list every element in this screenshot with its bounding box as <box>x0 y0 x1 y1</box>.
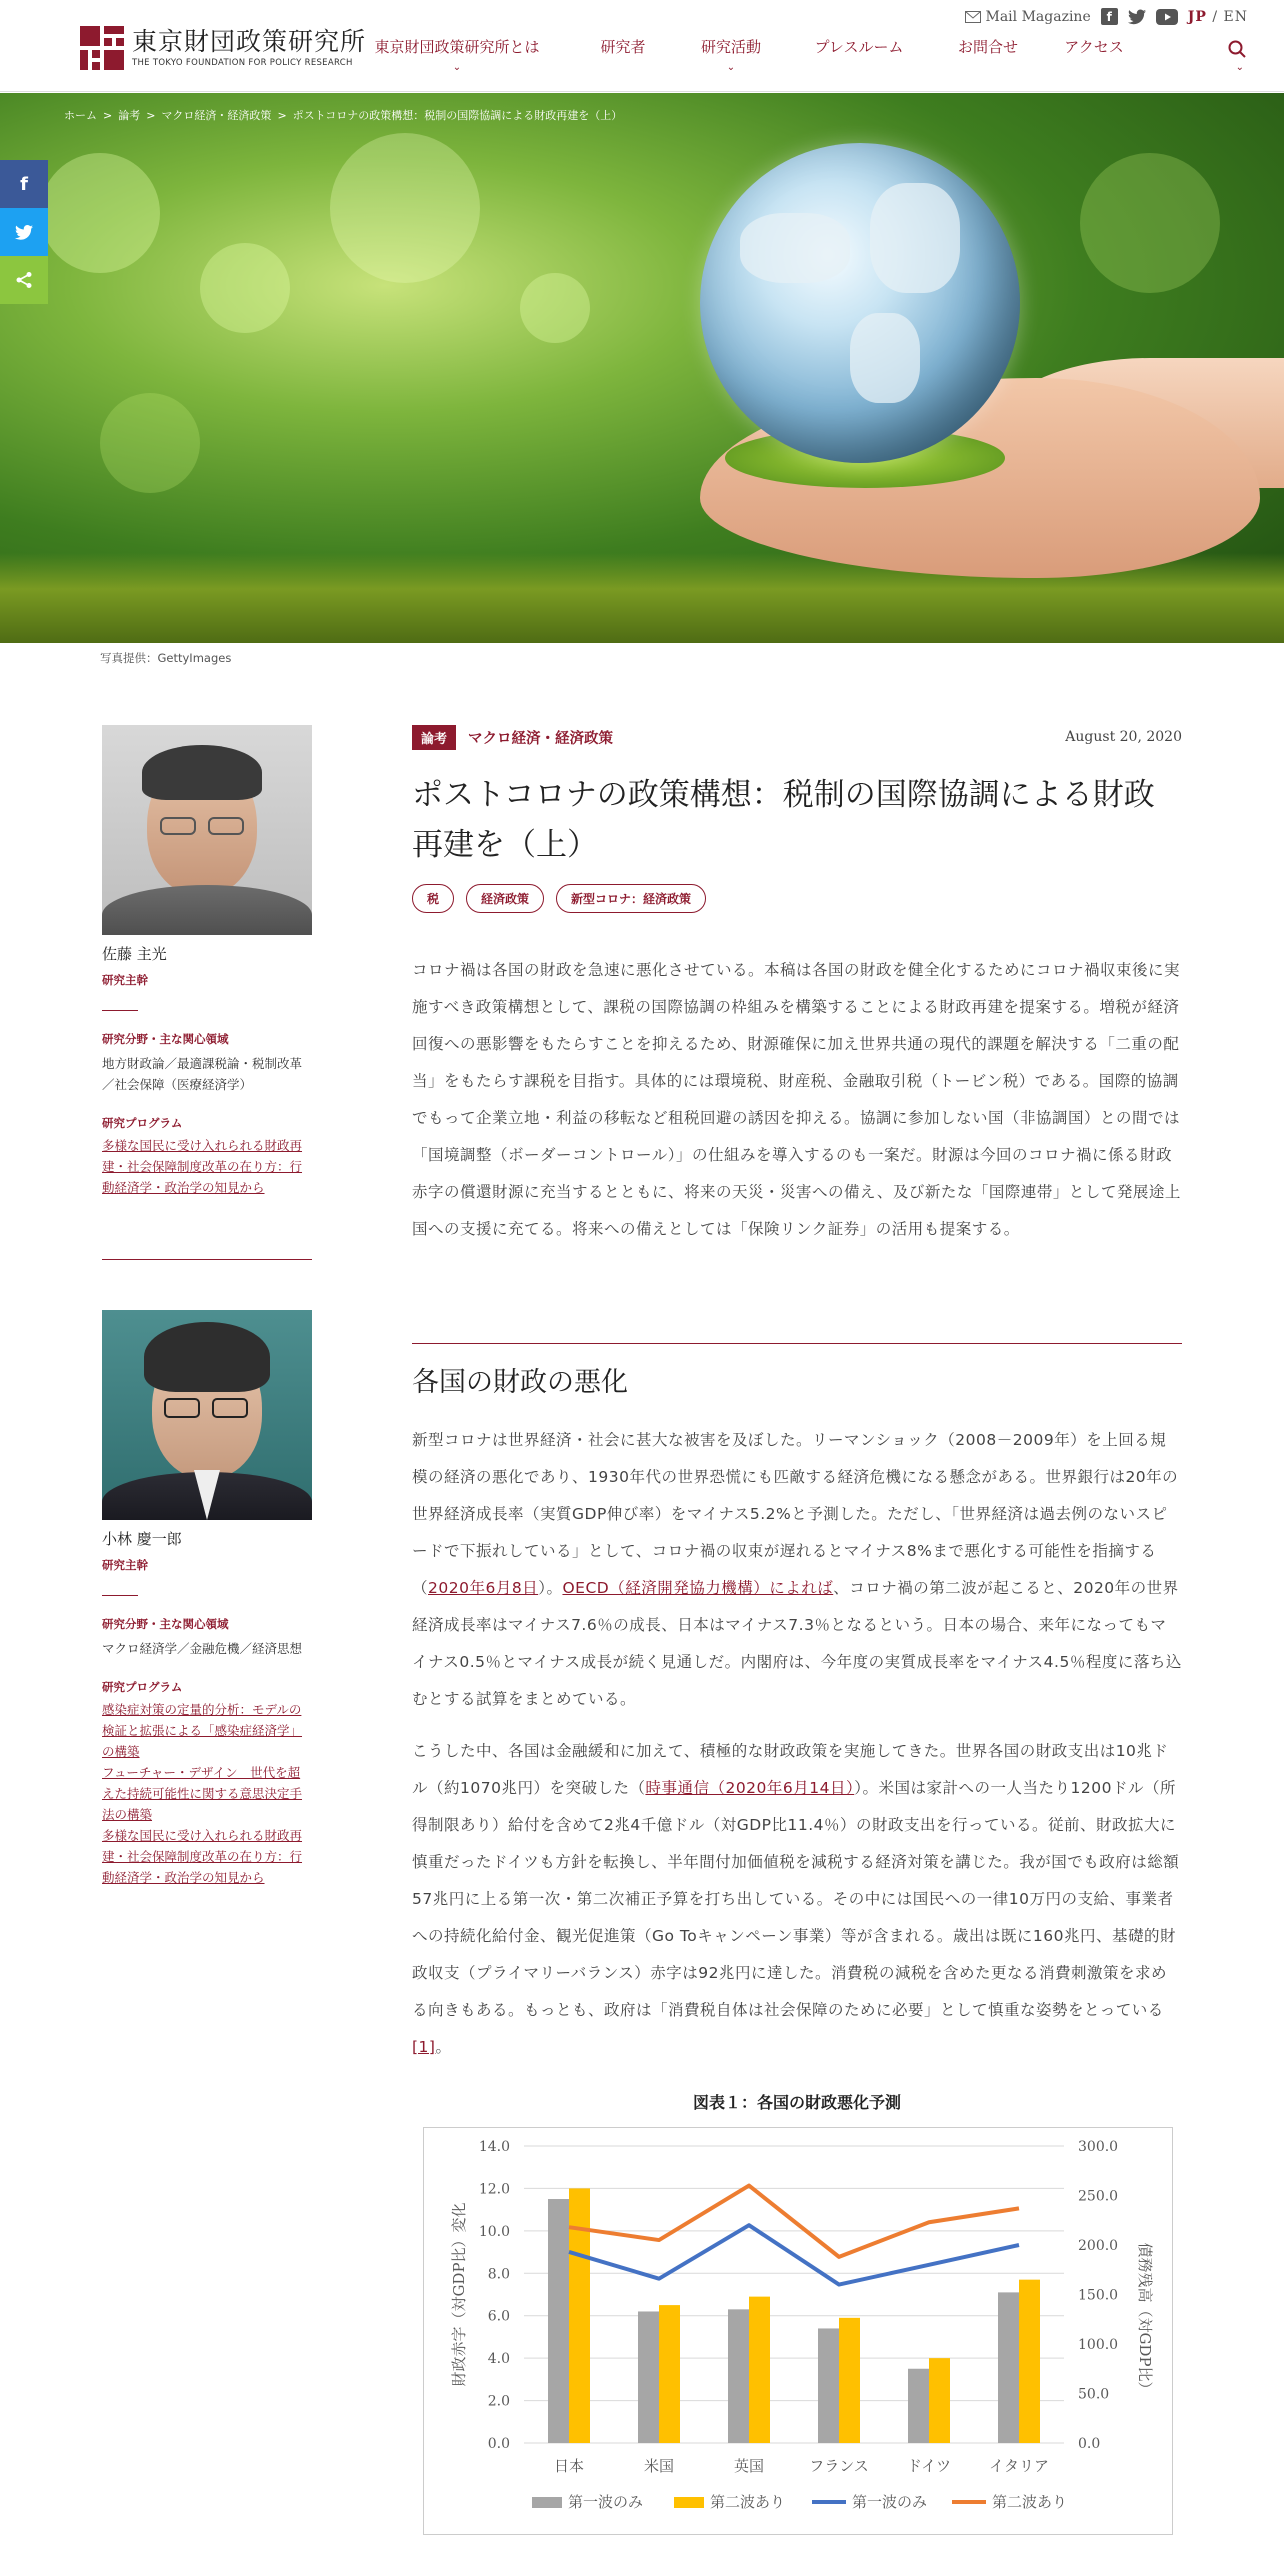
source-link[interactable]: 時事通信（2020年6月14日） <box>645 1779 855 1797</box>
divider <box>102 1595 138 1596</box>
footnote-link[interactable]: [1] <box>412 2038 436 2056</box>
lang-en-link[interactable]: EN <box>1223 8 1248 25</box>
nav-research-label: 研究活動 <box>700 38 761 56</box>
tag-chip[interactable]: 新型コロナ：経済政策 <box>556 884 706 913</box>
youtube-icon[interactable] <box>1156 9 1178 25</box>
breadcrumb-category[interactable]: 論考 <box>118 109 141 122</box>
photo-credit: 写真提供：GettyImages <box>100 651 232 665</box>
article-meta <box>412 724 1182 750</box>
tag-list <box>412 884 1182 913</box>
share-twitter-button[interactable] <box>0 208 48 256</box>
paragraph-text: 、コロナ禍の第二波が起こると、2020年の世界経済成長率はマイナス7.6％の成長、日本はマイナス7.3％となるという。日本の場合、来年になってもマイナス0.5％とマイナス成長が続く見通しだ。内閣府は、今年度の実質成長率をマイナス4.5％程度に落ち込むとする試算をまとめている。 <box>412 1579 1182 1708</box>
article-lead: コロナ禍は各国の財政を急速に悪化させている。本稿は各国の財政を健全化するためにコロナ禍収束後に実施すべき政策構想として、課税の国際協調の枠組みを構築することによる財政再建を提案する。増税が経済回復への悪影響をもたらすことを抑えるため、財源確保に加え世界共通の現代的課題を解決する「二重の配当」をもたらす課税を目指す。具体的には環境税、財産税、金融取引税（トービン税）である。国際的協調でもって企業立地・利益の移転など租税回避の誘因を抑える。協調に参加しない国（非協調国）との間では「国境調整（ボーダーコントロール）」の仕組みを導入するのも一案だ。財源は今回のコロナ禍に係る財政赤字の償還財源に充当するとともに、将来の天災・災害への備え、及び新たな「国際連帯」として発展途上国への支援に充てる。将来への備えとしては「保険リンク証券」の活用も提案する。 <box>412 961 1181 1238</box>
y-axis-label-left: 財政赤字（対GDP比）変化 <box>450 2202 468 2387</box>
breadcrumb-subcategory[interactable]: マクロ経済・経済政策 <box>161 109 272 122</box>
x-tick-label: フランス <box>809 2457 869 2475</box>
mail-magazine-label: Mail Magazine <box>985 8 1091 25</box>
breadcrumb-separator: > <box>103 108 113 122</box>
author-role: 研究主幹 <box>102 1558 148 1572</box>
x-tick-label: ドイツ <box>906 2457 952 2475</box>
paragraph-text: ）。米国は家計への一人当たり1200ドル（所得制限あり）給付を含めて2兆4千億ドル（対GDP比11.4％）の財政支出を行っている。従前、財政拡大に慎重だったドイツも方針を転換し、半年間付加価値税を減税する経済対策を講じた。我が国でも政府は総額57兆円に上る第一次・第二次補正予算を打ち出している。その中には国民への一律10万円の支給、事業者への持続化給付金、観光促進策（Go Toキャンペーン事業）等が含まれる。歳出は既に160兆円、基礎的財政収支（プライマリーバランス）赤字は92兆円に達した。消費税の減税を含めた更なる消費刺激策を求める向きもある。もっとも、政府は「消費税自体は社会保障のために必要」として慎重な姿勢をとっている <box>412 1779 1180 2019</box>
category-badge[interactable]: 論考 <box>412 725 456 750</box>
y-tick-left: 14.0 <box>478 2139 510 2155</box>
lang-separator: / <box>1212 8 1219 25</box>
breadcrumb-home[interactable]: ホーム <box>64 109 97 122</box>
bar <box>659 2305 680 2443</box>
nav-research[interactable] <box>692 36 770 73</box>
nav-contact-label: お問合せ <box>957 38 1018 56</box>
y-tick-left: 10.0 <box>478 2223 510 2240</box>
field-text: 地方財政論／最適課税論・税制改革／社会保障（医療経済学） <box>102 1056 303 1092</box>
breadcrumb <box>64 107 622 123</box>
source-link[interactable]: 2020年6月8日 <box>428 1579 539 1597</box>
category-link[interactable]: マクロ経済・経済政策 <box>468 730 614 747</box>
bar <box>1019 2280 1040 2443</box>
breadcrumb-separator: > <box>277 108 287 122</box>
series-line <box>569 2186 1019 2257</box>
main-nav <box>360 36 1260 73</box>
tag-chip[interactable]: 経済政策 <box>466 884 544 913</box>
nav-about[interactable] <box>360 36 554 73</box>
nav-researchers-label: 研究者 <box>600 38 646 56</box>
twitter-icon <box>15 225 33 240</box>
facebook-icon: f <box>20 173 28 195</box>
legend-swatch <box>674 2497 704 2508</box>
y-tick-left: 8.0 <box>487 2266 510 2283</box>
share-icon <box>15 271 33 289</box>
utility-bar <box>965 8 1249 25</box>
publish-date: August 20, 2020 <box>1065 729 1182 745</box>
twitter-icon[interactable] <box>1128 9 1146 25</box>
program-link[interactable]: 多様な国民に受け入れられる財政再建・社会保障制度改革の在り方：行動経済学・政治学の知見から <box>102 1138 303 1195</box>
article-title: ポストコロナの政策構想：税制の国際協調による財政再建を（上） <box>412 777 1155 863</box>
y-tick-right: 300.0 <box>1078 2139 1119 2155</box>
y-tick-left: 2.0 <box>487 2393 510 2410</box>
fiscal-chart <box>424 2128 1172 2534</box>
bar <box>929 2358 950 2443</box>
y-tick-right: 250.0 <box>1078 2188 1119 2205</box>
chevron-down-icon: ⌄ <box>452 62 462 73</box>
author-card-1 <box>102 725 312 1198</box>
legend-label: 第二波あり <box>992 2493 1068 2511</box>
series-line <box>569 2225 1019 2284</box>
sidebar-divider <box>102 1259 312 1260</box>
nav-pressroom[interactable] <box>770 36 948 57</box>
program-link[interactable]: 感染症対策の定量的分析：モデルの検証と拡張による「感染症経済学」の構築 <box>102 1702 303 1759</box>
author-role: 研究主幹 <box>102 973 148 987</box>
legend-swatch <box>532 2497 562 2508</box>
article-paragraph <box>412 1422 1182 1718</box>
x-tick-label: イタリア <box>988 2457 1050 2475</box>
breadcrumb-separator: > <box>146 108 156 122</box>
x-tick-label: 英国 <box>733 2457 765 2475</box>
language-switch <box>1188 9 1248 25</box>
share-generic-button[interactable] <box>0 256 48 304</box>
field-heading: 研究分野・主な関心領域 <box>102 1617 229 1631</box>
paragraph-text: 。 <box>435 2038 452 2056</box>
legend-label: 第一波のみ <box>852 2493 928 2511</box>
bar <box>908 2369 929 2443</box>
x-tick-label: 日本 <box>553 2457 585 2475</box>
bar <box>839 2318 860 2443</box>
lang-jp-link[interactable]: JP <box>1187 8 1207 25</box>
nav-access[interactable] <box>1028 36 1160 57</box>
y-tick-right: 50.0 <box>1078 2386 1110 2403</box>
field-text: マクロ経済学／金融危機／経済思想 <box>102 1641 303 1656</box>
article-paragraph <box>412 1733 1182 2066</box>
author-card-2 <box>102 1310 312 1888</box>
field-heading: 研究分野・主な関心領域 <box>102 1032 229 1046</box>
y-tick-right: 200.0 <box>1078 2238 1119 2254</box>
mail-icon <box>965 11 981 23</box>
logo-text-en: THE TOKYO FOUNDATION FOR POLICY RESEARCH <box>132 58 353 68</box>
bar <box>818 2328 839 2443</box>
paragraph-text: ）。 <box>538 1579 563 1597</box>
y-tick-right: 100.0 <box>1078 2337 1119 2353</box>
section-heading: 各国の財政の悪化 <box>412 1367 628 1398</box>
y-tick-left: 12.0 <box>478 2181 510 2198</box>
bar <box>749 2297 770 2443</box>
bar <box>998 2292 1019 2443</box>
author-photo[interactable] <box>102 1310 312 1520</box>
bar <box>638 2311 659 2443</box>
oecd-link[interactable]: OECD（経済開発協力機構）によれば <box>562 1579 834 1597</box>
program-heading: 研究プログラム <box>102 1680 183 1694</box>
search-icon[interactable] <box>1228 40 1246 58</box>
author-photo[interactable] <box>102 725 312 935</box>
logo-text-jp: 東京財団政策研究所 <box>132 27 367 56</box>
program-heading: 研究プログラム <box>102 1116 183 1130</box>
y-axis-label-right: 債務残高（対GDP比） <box>1136 2242 1154 2397</box>
program-link[interactable]: フューチャー・デザイン 世代を超えた持続可能性に関する意思決定手法の構築 <box>102 1765 303 1822</box>
divider <box>102 1010 138 1011</box>
y-tick-left: 4.0 <box>487 2351 510 2368</box>
y-tick-left: 6.0 <box>487 2308 510 2325</box>
bar <box>548 2199 569 2443</box>
chevron-down-icon: ⌄ <box>1235 62 1244 73</box>
hero-image <box>0 93 1284 643</box>
chart-title: 図表１：各国の財政悪化予測 <box>692 2093 901 2112</box>
mail-magazine-link[interactable] <box>965 9 1091 25</box>
nav-contact[interactable] <box>948 36 1028 57</box>
tag-chip[interactable]: 税 <box>412 884 454 913</box>
author-name[interactable]: 佐藤 主光 <box>102 945 167 963</box>
legend-label: 第一波のみ <box>568 2493 644 2511</box>
share-facebook-button[interactable] <box>0 160 48 208</box>
breadcrumb-current: ポストコロナの政策構想：税制の国際協調による財政再建を（上） <box>292 109 623 122</box>
site-header <box>0 0 1284 92</box>
legend-label: 第二波あり <box>710 2493 786 2511</box>
x-tick-label: 米国 <box>643 2457 675 2475</box>
y-tick-left: 0.0 <box>487 2436 510 2452</box>
nav-access-label: アクセス <box>1064 38 1124 56</box>
nav-about-label: 東京財団政策研究所とは <box>374 38 540 56</box>
bar <box>728 2309 749 2443</box>
y-tick-right: 0.0 <box>1078 2436 1101 2452</box>
paragraph-text: 新型コロナは世界経済・社会に甚大な被害を及ぼした。リーマンショック（2008－2009年）を上回る規模の経済の悪化であり、1930年代の世界恐慌にも匹敵する経済危機になる懸念がある。世界銀行は20年の世界経済成長率（実質GDP伸び率）をマイナス5.2%と予測した。ただし、「世界経済は過去例のないスピードで下振れしている」として、コロナ禍の収束が遅れるとマイナス8%まで悪化する可能性を指摘する（ <box>412 1431 1179 1597</box>
author-name[interactable]: 小林 慶一郎 <box>102 1530 182 1548</box>
glass-globe <box>700 143 1020 463</box>
y-tick-right: 150.0 <box>1078 2287 1119 2304</box>
chart-container <box>423 2127 1173 2535</box>
nav-researchers[interactable] <box>554 36 692 57</box>
logo-mark-icon <box>80 26 124 70</box>
section-divider <box>412 1343 1182 1344</box>
paragraph-text: こうした中、各国は金融緩和に加えて、積極的な財政政策を実施してきた。世界各国の財政支出は10兆ドル（約1070兆円）を突破した（ <box>412 1742 1169 1797</box>
nav-pressroom-label: プレスルーム <box>814 38 904 56</box>
site-logo[interactable] <box>80 24 366 72</box>
program-link[interactable]: 多様な国民に受け入れられる財政再建・社会保障制度改革の在り方：行動経済学・政治学の知見から <box>102 1828 303 1885</box>
chevron-down-icon: ⌄ <box>726 62 736 73</box>
facebook-icon[interactable]: f <box>1101 8 1118 25</box>
